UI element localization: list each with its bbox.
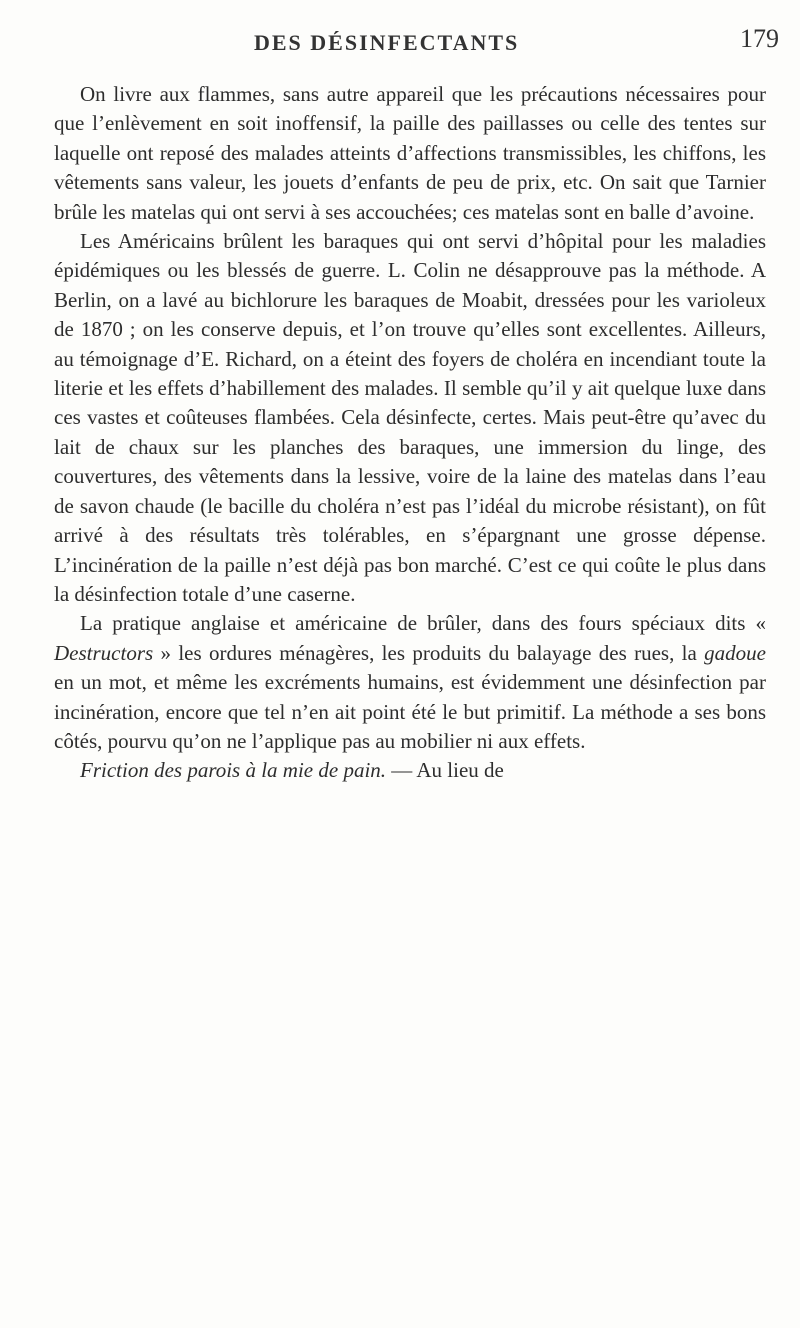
running-head-title: DES DÉSINFECTANTS (254, 30, 520, 55)
running-head (0, 24, 800, 70)
paragraph-4-text-after: — Au lieu de (386, 758, 504, 783)
paragraph-3 (54, 609, 766, 756)
paragraph-3-text-after: en un mot, et même les excréments humains, est évidemment une désinfection par incinération, encore que tel n’en ait point été le but primitif. La méthode a ses bons côtés, pourvu qu’on ne l’applique pas au mobilier ni aux effets. (54, 670, 766, 753)
page-number: 179 (740, 24, 779, 53)
paragraph-4 (54, 756, 766, 785)
gadoue-term: gadoue (704, 640, 766, 665)
destructors-term: Destructors (54, 640, 154, 665)
body-text (54, 80, 766, 786)
paragraph-2: Les Américains brûlent les baraques qui ont servi d’hôpital pour les maladies épidémiques ou les blessés de guerre. L. Colin ne désapprouve pas la méthode. A Berlin, on a lavé au bichlorure les baraques de Moabit, dressées pour les varioleux de 1870 ; on les conserve depuis, et l’on trouve qu’elles sont excellentes. Ailleurs, au témoignage d’E. Richard, on a éteint des foyers de choléra en incendiant toute la literie et les effets d’habillement des malades. Il semble qu’il y ait quelque luxe dans ces vastes et coûteuses flambées. Cela désinfecte, certes. Mais peut-être qu’avec du lait de chaux sur les planches des baraques, une immersion du linge, des couvertures, des vêtements dans la lessive, voire de la laine des matelas dans l’eau de savon chaude (le bacille du choléra n’est pas l’idéal du microbe résistant), on fût arrivé à des résultats très tolérables, en s’épargnant une grosse dépense. L’incinération de la paille n’est déjà pas bon marché. C’est ce qui coûte le plus dans la désinfection totale d’une caserne. (54, 229, 766, 606)
section-heading-italic: Friction des parois à la mie de pain. (80, 758, 387, 783)
paragraph-1: On livre aux flammes, sans autre appareil que les précautions nécessaires pour que l’enlèvement en soit inoffensif, la paille des paillasses ou celle des tentes sur laquelle ont reposé des malades atteints d’affections transmissibles, les chiffons, les vêtements sans valeur, les jouets d’enfants de peu de prix, etc. On sait que Tarnier brûle les matelas qui ont servi à ses accouchées; ces matelas sont en balle d’avoine. (54, 82, 766, 224)
paragraph-3-text-before: La pratique anglaise et américaine de brûler, dans des fours spéciaux dits « (80, 611, 766, 636)
paragraph-3-text-middle: » les ordures ménagères, les produits du balayage des rues, la (153, 640, 705, 665)
